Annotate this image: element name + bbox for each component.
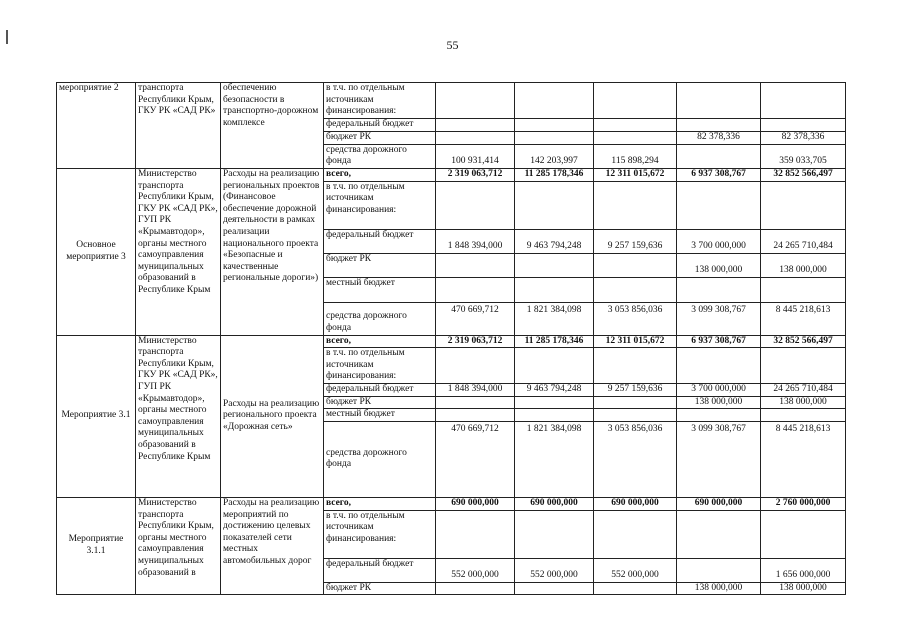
table-row: [57, 168, 846, 181]
table-row: [57, 497, 846, 510]
value-cell-total: [761, 277, 846, 302]
value-cell-year3: [594, 277, 677, 302]
total-value: 11 285 178,346: [524, 168, 584, 179]
value-cell-year4: [677, 118, 761, 131]
value-cell-total: [761, 181, 846, 229]
table-row: [57, 83, 846, 119]
source-label-cell: местный бюджет: [324, 409, 436, 422]
value-cell-year3: 9 257 159,636: [594, 229, 677, 253]
value-cell-year1: 470 669,712: [436, 421, 515, 497]
value-cell-year4: [677, 510, 761, 558]
financing-table-body: [57, 83, 846, 595]
total-value: 690 000,000: [611, 497, 659, 508]
value-cell-year4: [677, 277, 761, 302]
source-label-cell: бюджет РК: [324, 582, 436, 595]
source-label-cell: бюджет РК: [324, 131, 436, 144]
value-cell-year1: [436, 253, 515, 277]
value-cell-year2: [515, 277, 594, 302]
event-name-cell: мероприятие 2: [57, 83, 136, 169]
total-value: 12 311 015,672: [605, 168, 665, 179]
total-value: 6 937 308,767: [691, 168, 746, 179]
total-value: 690 000,000: [530, 497, 578, 508]
value-cell-year2: [515, 168, 594, 181]
value-cell-total: [761, 335, 846, 348]
value-cell-year4: 138 000,000: [677, 253, 761, 277]
value-cell-total: 82 378,336: [761, 131, 846, 144]
value-cell-year1: [436, 582, 515, 595]
value-cell-year4: [677, 348, 761, 384]
source-label-cell: [324, 335, 436, 348]
value-cell-year3: 3 053 856,036: [594, 421, 677, 497]
source-label-cell: федеральный бюджет: [324, 118, 436, 131]
total-value: 32 852 566,497: [773, 335, 833, 346]
value-cell-year3: 115 898,294: [594, 144, 677, 168]
source-label-cell: бюджет РК: [324, 396, 436, 409]
value-cell-total: 138 000,000: [761, 396, 846, 409]
value-cell-total: 138 000,000: [761, 253, 846, 277]
value-cell-year4: 138 000,000: [677, 396, 761, 409]
value-cell-year4: [677, 558, 761, 582]
value-cell-total: 359 033,705: [761, 144, 846, 168]
value-cell-year2: 9 463 794,248: [515, 384, 594, 397]
value-cell-year1: [436, 118, 515, 131]
value-cell-year2: 1 821 384,098: [515, 302, 594, 335]
value-cell-year1: [436, 409, 515, 422]
executor-cell: Министерство транспорта Республики Крым, ГКУ РК «САД РК», ГУП РК «Крымавтодор», органы местного самоуправления муниципальных образований в Республике Крым: [136, 335, 221, 497]
table-row: [57, 335, 846, 348]
value-cell-year1: [436, 497, 515, 510]
value-cell-total: [761, 83, 846, 119]
total-value: 690 000,000: [694, 497, 743, 508]
value-cell-year1: [436, 510, 515, 558]
value-cell-year1: 1 848 394,000: [436, 384, 515, 397]
source-label-cell: средства дорожного фонда: [324, 144, 436, 168]
total-label: всего,: [326, 335, 351, 346]
value-cell-total: 138 000,000: [761, 582, 846, 595]
total-value: 12 311 015,672: [605, 335, 665, 346]
value-cell-total: 8 445 218,613: [761, 421, 846, 497]
value-cell-year2: [515, 497, 594, 510]
description-cell: Расходы на реализацию регионального проекта «Дорожная сеть»: [221, 335, 324, 497]
value-cell-year1: 470 669,712: [436, 302, 515, 335]
source-label-cell: средства дорожного фонда: [324, 302, 436, 335]
value-cell-year2: 1 821 384,098: [515, 421, 594, 497]
value-cell-year2: 9 463 794,248: [515, 229, 594, 253]
value-cell-total: [761, 348, 846, 384]
value-cell-year1: [436, 277, 515, 302]
value-cell-total: 1 656 000,000: [761, 558, 846, 582]
total-label: всего,: [326, 168, 351, 179]
value-cell-year3: [594, 335, 677, 348]
financing-table-wrapper: [56, 82, 846, 595]
value-cell-year3: [594, 253, 677, 277]
value-cell-year1: [436, 396, 515, 409]
value-cell-total: [761, 497, 846, 510]
source-label-cell: в т.ч. по отдельным источникам финансирования:: [324, 83, 436, 119]
executor-cell: Министерство транспорта Республики Крым, органы местного самоуправления муниципальных образований в: [136, 497, 221, 594]
source-label-cell: федеральный бюджет: [324, 384, 436, 397]
value-cell-year1: [436, 168, 515, 181]
value-cell-year3: [594, 409, 677, 422]
value-cell-year4: [677, 335, 761, 348]
financing-table: [56, 82, 846, 595]
value-cell-total: [761, 118, 846, 131]
value-cell-total: 24 265 710,484: [761, 384, 846, 397]
value-cell-year1: [436, 131, 515, 144]
value-cell-year3: [594, 497, 677, 510]
total-value: 32 852 566,497: [773, 168, 833, 179]
value-cell-year1: 1 848 394,000: [436, 229, 515, 253]
value-cell-year1: [436, 181, 515, 229]
event-name-cell: Основное мероприятие 3: [57, 168, 136, 335]
source-label-cell: местный бюджет: [324, 277, 436, 302]
description-cell: Расходы на реализацию мероприятий по достижению целевых показателей сети местных автомобильных дорог: [221, 497, 324, 594]
value-cell-year3: [594, 131, 677, 144]
total-value: 6 937 308,767: [691, 335, 746, 346]
value-cell-year4: [677, 181, 761, 229]
value-cell-year2: [515, 396, 594, 409]
source-label-cell: федеральный бюджет: [324, 229, 436, 253]
value-cell-year2: 552 000,000: [515, 558, 594, 582]
value-cell-year3: [594, 510, 677, 558]
value-cell-year2: [515, 335, 594, 348]
value-cell-year4: 138 000,000: [677, 582, 761, 595]
value-cell-total: [761, 409, 846, 422]
source-label-cell: [324, 168, 436, 181]
value-cell-year3: [594, 396, 677, 409]
value-cell-year2: [515, 118, 594, 131]
value-cell-year3: [594, 168, 677, 181]
value-cell-year3: [594, 181, 677, 229]
source-label-cell: в т.ч. по отдельным источникам финансирования:: [324, 510, 436, 558]
source-label-cell: средства дорожного фонда: [324, 421, 436, 497]
value-cell-year4: [677, 168, 761, 181]
description-cell: Расходы на реализацию региональных проектов (Финансовое обеспечение дорожной деятельности в рамках реализации национального проекта «Безопасные и качественные региональные дороги»): [221, 168, 324, 335]
value-cell-year2: [515, 409, 594, 422]
value-cell-year3: 9 257 159,636: [594, 384, 677, 397]
event-name-cell: Мероприятие 3.1: [57, 335, 136, 497]
value-cell-year3: [594, 348, 677, 384]
value-cell-year2: 142 203,997: [515, 144, 594, 168]
value-cell-year2: [515, 83, 594, 119]
total-value: 2 760 000,000: [775, 497, 831, 508]
value-cell-year4: [677, 409, 761, 422]
value-cell-year3: [594, 83, 677, 119]
page-number: 55: [446, 38, 459, 52]
value-cell-total: 24 265 710,484: [761, 229, 846, 253]
value-cell-year4: [677, 144, 761, 168]
event-name-cell: Мероприятие 3.1.1: [57, 497, 136, 594]
value-cell-year4: 3 099 308,767: [677, 302, 761, 335]
value-cell-year4: 82 378,336: [677, 131, 761, 144]
value-cell-year2: [515, 181, 594, 229]
value-cell-year4: 3 099 308,767: [677, 421, 761, 497]
value-cell-year4: [677, 497, 761, 510]
value-cell-year1: [436, 335, 515, 348]
description-cell: обеспечению безопасности в транспортно-дорожном комплексе: [221, 83, 324, 169]
value-cell-year3: [594, 582, 677, 595]
value-cell-year3: 552 000,000: [594, 558, 677, 582]
value-cell-year2: [515, 253, 594, 277]
value-cell-year2: [515, 131, 594, 144]
total-value: 2 319 063,712: [447, 335, 503, 346]
source-label-cell: бюджет РК: [324, 253, 436, 277]
value-cell-year4: 3 700 000,000: [677, 229, 761, 253]
value-cell-year2: [515, 582, 594, 595]
value-cell-year4: 3 700 000,000: [677, 384, 761, 397]
value-cell-total: 8 445 218,613: [761, 302, 846, 335]
value-cell-total: [761, 168, 846, 181]
value-cell-year3: [594, 118, 677, 131]
source-label-cell: [324, 497, 436, 510]
total-value: 11 285 178,346: [524, 335, 584, 346]
value-cell-year2: [515, 510, 594, 558]
source-label-cell: в т.ч. по отдельным источникам финансирования:: [324, 181, 436, 229]
value-cell-total: [761, 510, 846, 558]
total-label: всего,: [326, 497, 351, 508]
executor-cell: транспорта Республики Крым, ГКУ РК «САД РК»: [136, 83, 221, 169]
value-cell-year1: 100 931,414: [436, 144, 515, 168]
source-label-cell: в т.ч. по отдельным источникам финансирования:: [324, 348, 436, 384]
value-cell-year1: 552 000,000: [436, 558, 515, 582]
value-cell-year1: [436, 83, 515, 119]
total-value: 690 000,000: [451, 497, 499, 508]
source-label-cell: федеральный бюджет: [324, 558, 436, 582]
total-value: 2 319 063,712: [447, 168, 503, 179]
value-cell-year4: [677, 83, 761, 119]
value-cell-year2: [515, 348, 594, 384]
value-cell-year3: 3 053 856,036: [594, 302, 677, 335]
executor-cell: Министерство транспорта Республики Крым, ГКУ РК «САД РК», ГУП РК «Крымавтодор», органы местного самоуправления муниципальных образований в Республике Крым: [136, 168, 221, 335]
value-cell-year1: [436, 348, 515, 384]
